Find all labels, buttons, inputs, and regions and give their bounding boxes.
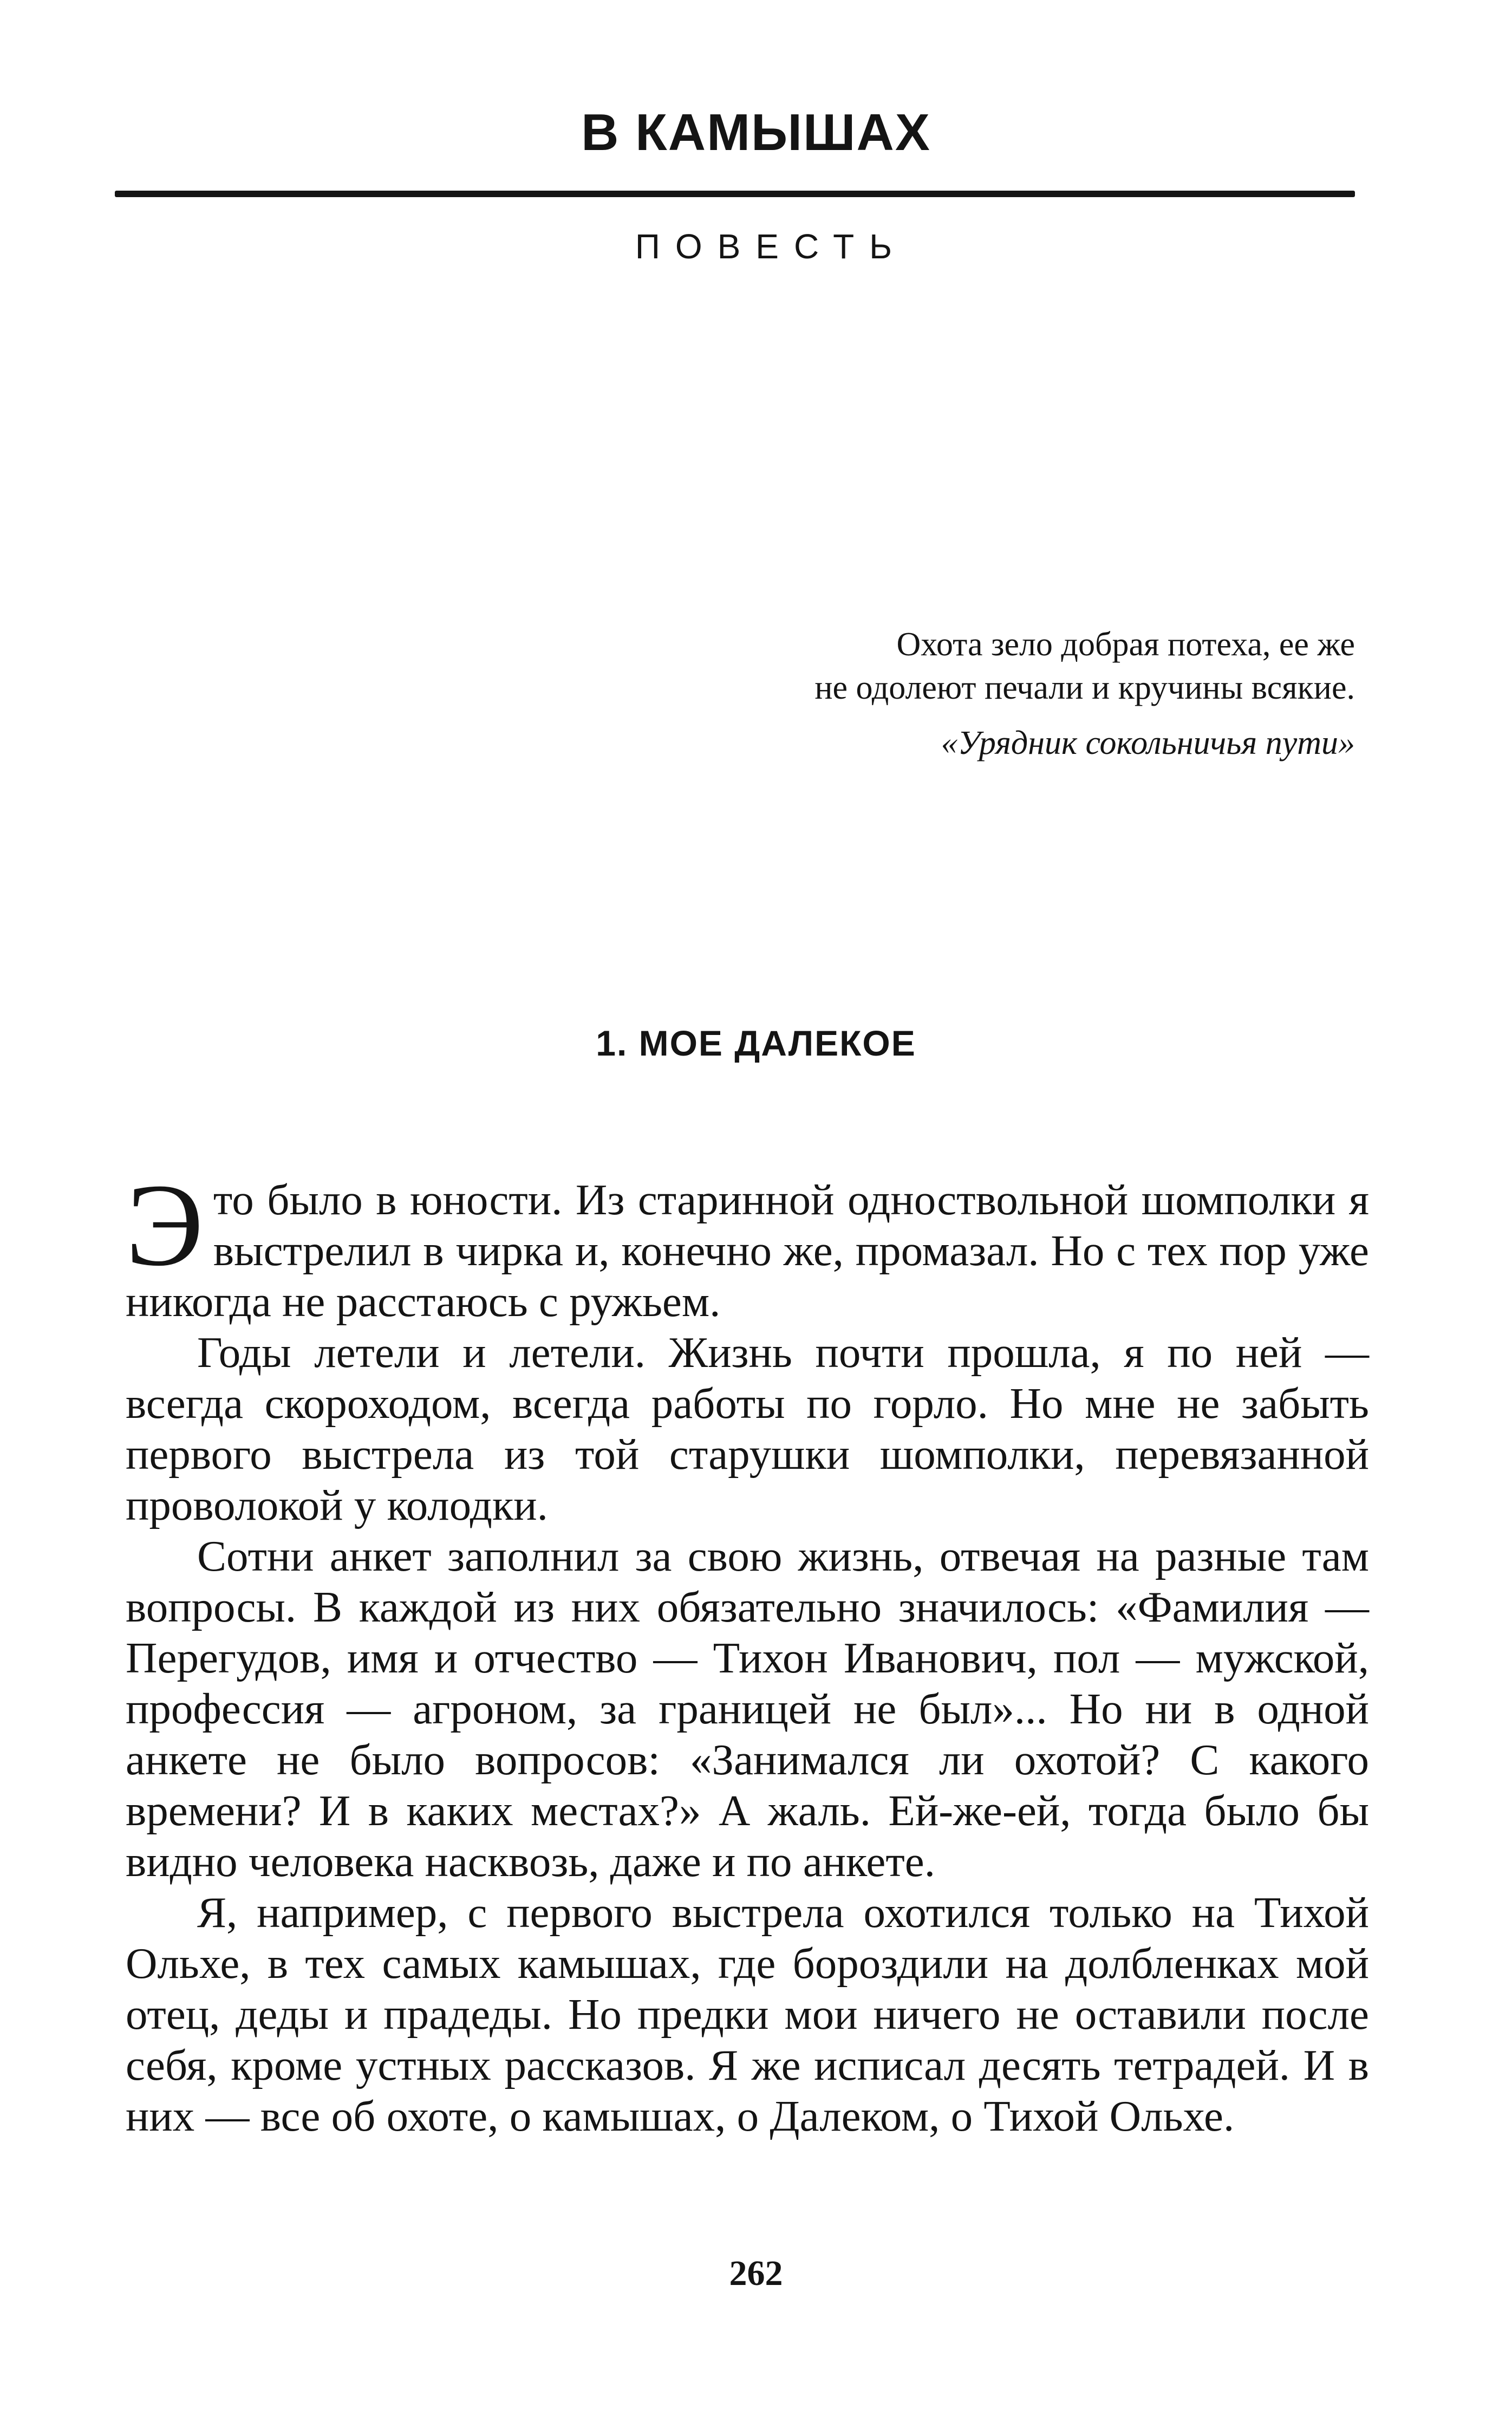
body-text [126, 1160, 1369, 2141]
epigraph [597, 623, 1355, 765]
epigraph-source: «Урядник сокольничья пути» [941, 725, 1355, 761]
page-number: 262 [729, 2254, 783, 2293]
paragraph: Сотни анкет заполнил за свою жизнь, отвечая на разные там вопросы. В каждой из них обязательно значилось: «Фамилия — Перегудов, имя и отчество — Тихон Иванович, пол — мужской, профессия — агроном, за границей не был»... Но ни в одной анкете не было вопросов: «Занимался ли охотой? С какого времени? И в каких местах?» А жаль. Ей-же-ей, тогда было бы видно человека насквозь, даже и по анкете. [126, 1532, 1369, 1886]
genre-subtitle: ПОВЕСТЬ [635, 227, 908, 266]
paragraph-text: то было в юности. Из старинной одноствольной шомполки я выстрелил в чирка и, конечно же, промазал. Но с тех пор уже никогда не расстаюсь с ружьем. [126, 1175, 1369, 1326]
chapter-heading: 1. МОЕ ДАЛЕКОЕ [596, 1023, 916, 1063]
epigraph-line: не одолеют печали и кручины всякие. [814, 669, 1355, 706]
paragraph: Я, например, с первого выстрела охотился только на Тихой Ольхе, в тех самых камышах, где бороздили на долбленках мой отец, деды и прадеды. Но предки мои ничего не оставили после себя, кроме устных рассказов. Я же исписал десять тетрадей. И в них — все об охоте, о камышах, о Далеком, о Тихой Ольхе. [126, 1888, 1369, 2140]
title-rule [115, 191, 1355, 197]
epigraph-line: Охота зело добрая потеха, ее же [896, 626, 1355, 663]
drop-cap: Э [126, 1160, 204, 1291]
paragraph [126, 1160, 1369, 1327]
paragraph: Годы летели и летели. Жизнь почти прошла, я по ней — всегда скороходом, всегда работы по горло. Но мне не забыть первого выстрела из той старушки шомполки, перевязанной проволокой у колодки. [126, 1328, 1369, 1529]
story-title: В КАМЫШАХ [581, 103, 931, 161]
